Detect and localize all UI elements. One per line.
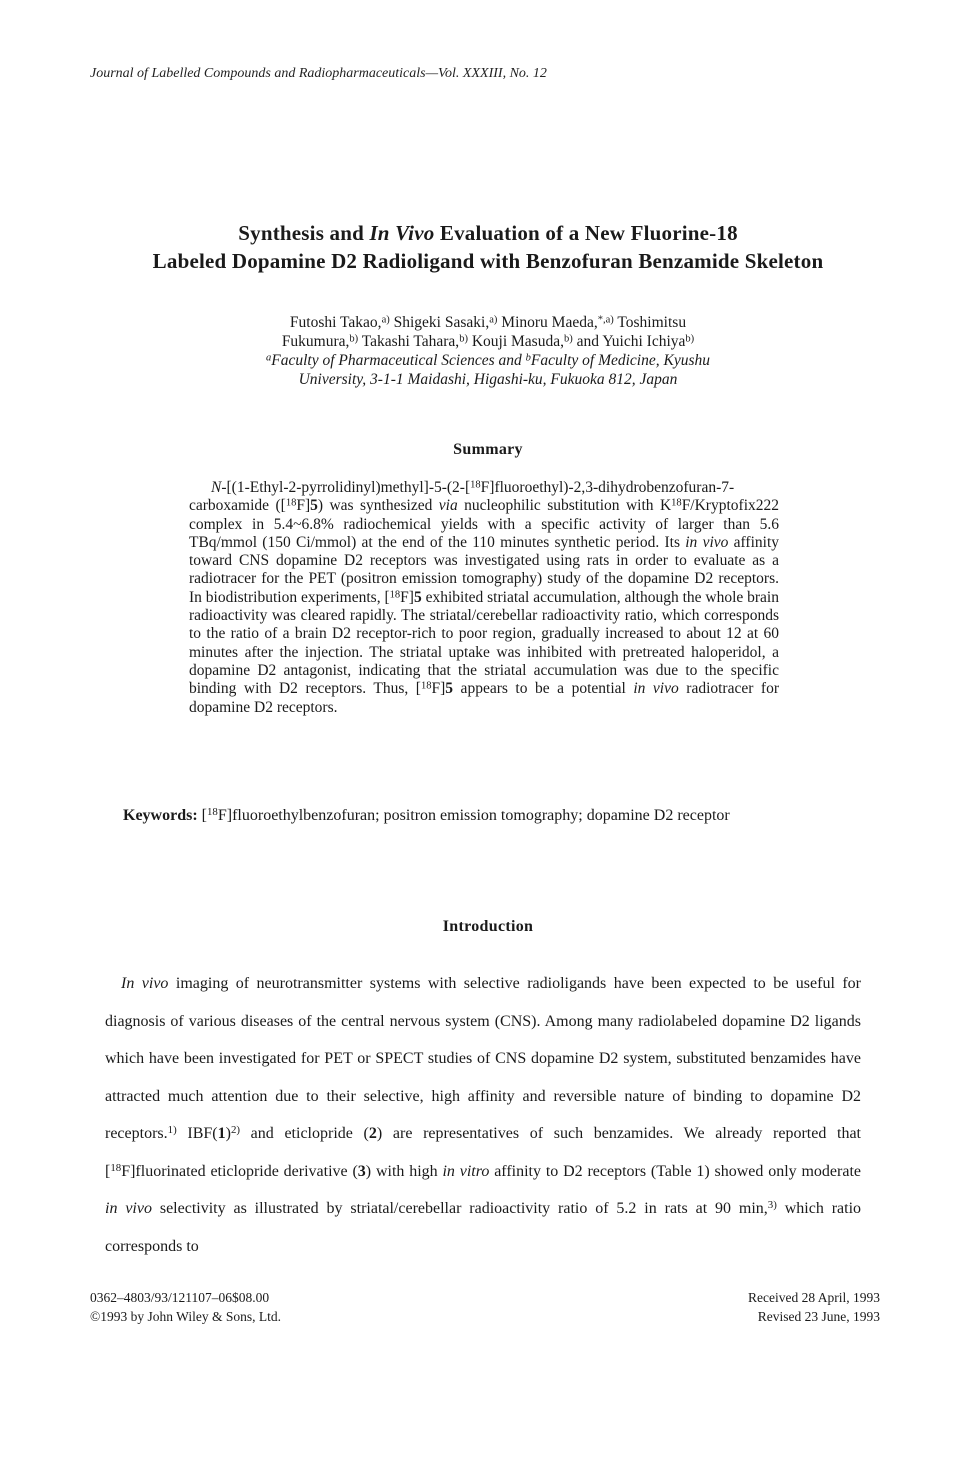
summary-heading: Summary (453, 441, 523, 458)
abstract-text: radiotracer for dopamine D2 receptors. (189, 680, 779, 716)
affiliation-mark: a (266, 352, 272, 364)
title-emphasis: In Vivo (369, 221, 435, 245)
body-italic: in vitro (442, 1162, 490, 1180)
body-text: selectivity as illustrated by striatal/cerebellar radioactivity ratio of 5.2 in rats at 90 min, (151, 1200, 768, 1217)
introduction-heading: Introduction (442, 918, 534, 935)
body-text: imaging of neurotransmitter systems with selective radioligands have been expected to be useful for diagnosis of various diseases of the central nervous system (CNS). Among many radiolabeled dopamine D2 ligands which have been investigated for PET or SPECT studies of CNS dopamine D2 system, substituted benzamides have attracted much attention due to their selective, high affinity and reversible nature of binding to dopamine D2 receptors. (105, 975, 862, 1142)
received-date: Received 28 April, 1993 (748, 1290, 880, 1305)
affiliation-line-1 (0, 351, 976, 370)
author-name: Takashi Tahara, (358, 333, 460, 350)
abstract-italic: in vivo (633, 680, 679, 698)
title-text: Synthesis and (238, 221, 370, 245)
abstract-text: ) was synthesized (317, 497, 439, 515)
compound-number: 5 (310, 497, 318, 515)
reference-mark: 1) (167, 1124, 177, 1137)
abstract-text: F] (296, 497, 311, 515)
body-text: F]fluorinated eticlopride derivative ( (121, 1162, 358, 1180)
introduction-paragraph (105, 965, 861, 1265)
author-line-1 (0, 313, 976, 332)
compound-number: 2 (368, 1125, 377, 1142)
body-text: ) are representatives of such benzamides. We already reported that [ (105, 1125, 862, 1180)
reference-mark: 3) (767, 1199, 777, 1212)
abstract-text: F]fluoroethyl)-2,3-dihydrobenzofuran-7-carboxamide ([ (189, 479, 735, 515)
abstract-text: F] (400, 588, 414, 606)
abstract-italic: N (211, 479, 222, 496)
compound-number: 1 (217, 1125, 226, 1142)
affiliation-mark: b) (349, 333, 359, 345)
abstract-text: affinity toward CNS dopamine D2 receptors was investigated using rats in order to evaluate as a radiotracer for the PET (positron emission tomography) study of the dopamine D2 receptors. In biodistribution experiments, [ (189, 533, 780, 606)
compound-number: 5 (445, 680, 454, 698)
author-name: Toshimitsu (613, 314, 687, 331)
body-text: ) (225, 1125, 231, 1142)
affiliation-mark: *,a) (597, 314, 614, 326)
reference-mark: 2) (230, 1124, 240, 1137)
journal-header: Journal of Labelled Compounds and Radiopharmaceuticals—Vol. XXXIII, No. 12 (90, 66, 547, 81)
paper-title (0, 219, 976, 275)
isotope-superscript: 18 (206, 806, 218, 819)
abstract-italic: via (438, 497, 458, 515)
abstract-text: F/Kryptofix222 complex in 5.4~6.8% radiochemical yields with a specific activity of larger than 5.6 TBq/mmol (150 Ci/mmol) at the end of the 110 minutes synthetic period. Its (189, 497, 779, 551)
summary-abstract (189, 479, 779, 717)
compound-number: 3 (357, 1162, 366, 1180)
revised-date: Revised 23 June, 1993 (757, 1309, 880, 1324)
isotope-superscript: 18 (671, 497, 682, 509)
body-text: ) with high (365, 1162, 443, 1180)
keywords-label: Keywords: (123, 807, 198, 824)
affiliation-mark: a) (381, 314, 390, 326)
keywords-text: [ (197, 807, 207, 824)
abstract-text: appears to be a potential (453, 680, 634, 698)
author-line-2 (0, 332, 976, 351)
affiliation-text: Faculty of Medicine, Kyushu (530, 352, 710, 369)
title-line-1 (0, 219, 976, 247)
compound-number: 5 (413, 588, 422, 606)
affiliation-mark: a) (489, 314, 498, 326)
isotope-superscript: 18 (110, 1161, 122, 1174)
article-code: 0362–4803/93/121107–06$08.00 (90, 1290, 270, 1305)
affiliation-text: Faculty of Pharmaceutical Sciences and (271, 352, 526, 369)
author-name: Futoshi Takao, (289, 314, 382, 331)
author-name: Shigeki Sasaki, (389, 314, 490, 331)
author-name: Minoru Maeda, (497, 314, 598, 331)
affiliation-line-2: University, 3-1-1 Maidashi, Higashi-ku, Fukuoka 812, Japan (298, 371, 678, 388)
footer-left (90, 1288, 281, 1326)
title-line-2: Labeled Dopamine D2 Radioligand with Benzofuran Benzamide Skeleton (152, 249, 824, 273)
copyright-notice: ©1993 by John Wiley & Sons, Ltd. (90, 1309, 281, 1324)
keywords-block (123, 806, 835, 826)
body-text: and eticlopride ( (240, 1125, 369, 1142)
author-name: and Yuichi Ichiya (572, 333, 686, 350)
isotope-superscript: 18 (420, 680, 432, 692)
affiliation-mark: b (525, 352, 531, 364)
body-text: affinity to D2 receptors (Table 1) showed only moderate (489, 1162, 861, 1180)
author-name: Fukumura, (281, 333, 350, 350)
author-name: Kouji Masuda, (467, 333, 564, 350)
body-text: which ratio corresponds to (105, 1200, 862, 1255)
abstract-italic: in vivo (685, 533, 729, 551)
body-text: IBF( (176, 1125, 218, 1142)
affiliation-mark: b) (563, 333, 573, 345)
isotope-superscript: 18 (389, 589, 401, 601)
author-block (0, 313, 976, 389)
abstract-text: exhibited striatal accumulation, although the whole brain radioactivity was cleared rapidly. The striatal/cerebellar radioactivity ratio, which corresponds to the ratio of a brain D2 receptor-rich to poor region, gradually increased to about 12 at 60 minutes after the injection. The striatal uptake was inhibited with pretreated haloperidol, a dopamine D2 antagonist, indicating that the striatal accumulation was due to the specific binding with D2 receptors. Thus, [ (189, 588, 779, 698)
body-italic: in vivo (105, 1200, 152, 1217)
isotope-superscript: 18 (285, 497, 297, 509)
footer-right (748, 1288, 880, 1326)
affiliation-mark: b) (459, 333, 468, 345)
title-text: Evaluation of a New Fluorine-18 (434, 221, 738, 245)
body-italic: In vivo (121, 975, 169, 992)
summary-paragraph (189, 479, 779, 717)
keywords-text: F]fluoroethylbenzofuran; positron emission tomography; dopamine D2 receptor (217, 807, 730, 824)
isotope-superscript: 18 (470, 479, 481, 491)
abstract-text: nucleophilic substitution with K (457, 497, 672, 515)
affiliation-mark: b) (685, 333, 695, 345)
introduction-body (105, 965, 861, 1265)
abstract-text: F] (431, 680, 446, 698)
abstract-text: -[(1-Ethyl-2-pyrrolidinyl)methyl]-5-(2-[ (221, 479, 471, 496)
